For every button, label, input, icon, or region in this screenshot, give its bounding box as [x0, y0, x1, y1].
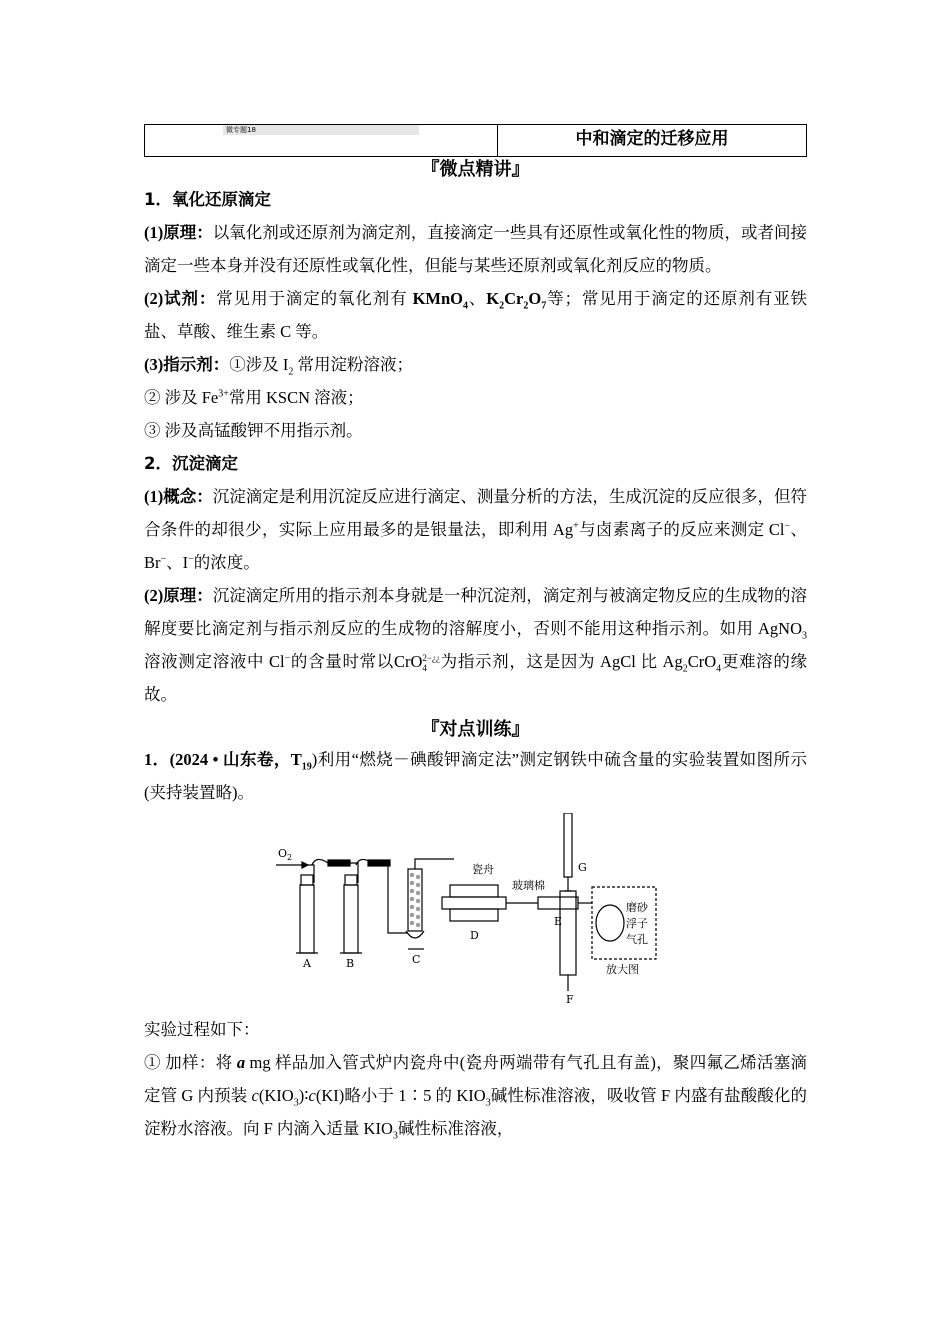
paragraph-reagents: (2)试剂：常见用于滴定的氧化剂有 KMnO$_4$、$K_2Cr_2O_7$等；常见用于滴定的还原剂有亚铁盐、草酸、维生素 C 等。 [144, 289, 808, 341]
furnace-top [450, 885, 498, 897]
heading-redox-titration: 1．氧化还原滴定 [144, 190, 271, 209]
paragraph-indicator-fe: ② 涉及 $Fe^{3+}$常用 KSCN 溶液； [144, 388, 364, 407]
header-table [144, 124, 807, 157]
bottle-a-stopper [301, 875, 313, 885]
label-glass-wool: 玻璃棉 [512, 879, 545, 892]
label-float: 浮子 [626, 917, 648, 930]
tube-e [538, 897, 578, 909]
header-left-cell [145, 125, 498, 156]
tube-to-c [388, 863, 408, 933]
section-banner-explain: 『微点精讲』 [421, 159, 530, 180]
o2-arrowhead [302, 862, 308, 868]
apparatus-figure [144, 813, 807, 1013]
label-o2: $O_2$ [278, 847, 293, 862]
label-g: G [578, 861, 587, 874]
label-f: F [566, 993, 574, 1006]
paragraph-concept: (1)概念：沉淀滴定是利用沉淀反应进行滴定、测量分析的方法，生成沉淀的反应很多，但符合条件的却很少，实际上应用最多的是银量法，即利用 Ag+与卤素离子的反应来测定 Cl−、Br−、I−的浓度。 [144, 487, 808, 572]
connector-ab [328, 860, 350, 866]
burette-g-tip [564, 877, 572, 891]
label-magnified: 放大图 [606, 963, 639, 976]
absorber-f [560, 891, 576, 975]
paragraph-indicator-kmno4: ③ 涉及高锰酸钾不用指示剂。 [144, 421, 363, 440]
combustion-tube [442, 897, 506, 909]
heading-precipitation-titration: 2．沉淀滴定 [144, 454, 238, 473]
paragraph-precip-principle: (2)原理：沉淀滴定所用的指示剂本身就是一种沉淀剂，滴定剂与被滴定物反应的生成物的溶解度要比滴定剂与指示剂反应的生成物的溶解度小，否则不能用这种指示剂。如用 AgNO$_3$溶液测定溶液中 Cl−的含量时常以CrO 2−¿¿ 4 为指示剂，这是因为 AgCl 比 $Ag_2CrO_4$更难溶的缘故。 [144, 586, 808, 704]
question-1: 1．(2024 • 山东卷，$T_{19}$)利用“燃烧－碘酸钾滴定法”测定钢铁中硫含量的实验装置如图所示(夹持装置略)。 [144, 750, 807, 802]
apparatus-diagram [276, 813, 676, 1007]
paragraph-principle: (1)原理：以氧化剂或还原剂为滴定剂，直接滴定一些具有还原性或氧化性的物质，或者间接滴定一些本身并没有还原性或氧化性，但能与某些还原剂或氧化剂反应的物质。 [144, 223, 807, 275]
page-title: 中和滴定的迁移应用 [575, 129, 729, 149]
label-vent: 气孔 [626, 933, 648, 946]
furnace-bottom [450, 909, 498, 921]
bottle-b [344, 885, 358, 953]
bottle-b-stopper [345, 875, 357, 885]
section-banner-practice: 『对点训练』 [421, 719, 530, 740]
label-boat: 瓷舟 [472, 863, 494, 876]
connector-bc [368, 860, 390, 866]
label-ground: 磨砂 [626, 901, 648, 914]
tower-c-granules [410, 873, 420, 927]
topic-tag: 微专题18 [223, 125, 419, 135]
label-a: A [303, 957, 311, 970]
label-c: C [412, 953, 421, 966]
label-d: D [470, 929, 479, 942]
bottle-a [300, 885, 314, 953]
burette-g [564, 813, 572, 877]
tube-c-furnace [415, 859, 454, 869]
process-step-1: ① 加样：将 a mg 样品加入管式炉内瓷舟中(瓷舟两端带有气孔且有盖)，聚四氟乙烯活塞滴定管 G 内预装 $c(KIO_3)∶c(KI)$略小于 1∶5 的 $KIO_3$碱性标准溶液，吸收管 F 内盛有盐酸酸化的淀粉水溶液。向 F 内滴入适量 $KIO_3$碱性标准溶液， [144, 1053, 807, 1142]
process-heading: 实验过程如下： [144, 1020, 260, 1039]
label-e: E [554, 915, 563, 928]
paragraph-indicator: (3)指示剂：①涉及 $I_2$ 常用淀粉溶液； [144, 355, 413, 378]
tower-c-bulb [406, 931, 424, 938]
page [144, 124, 807, 1145]
label-b: B [346, 957, 355, 970]
magnified-float [596, 905, 624, 941]
